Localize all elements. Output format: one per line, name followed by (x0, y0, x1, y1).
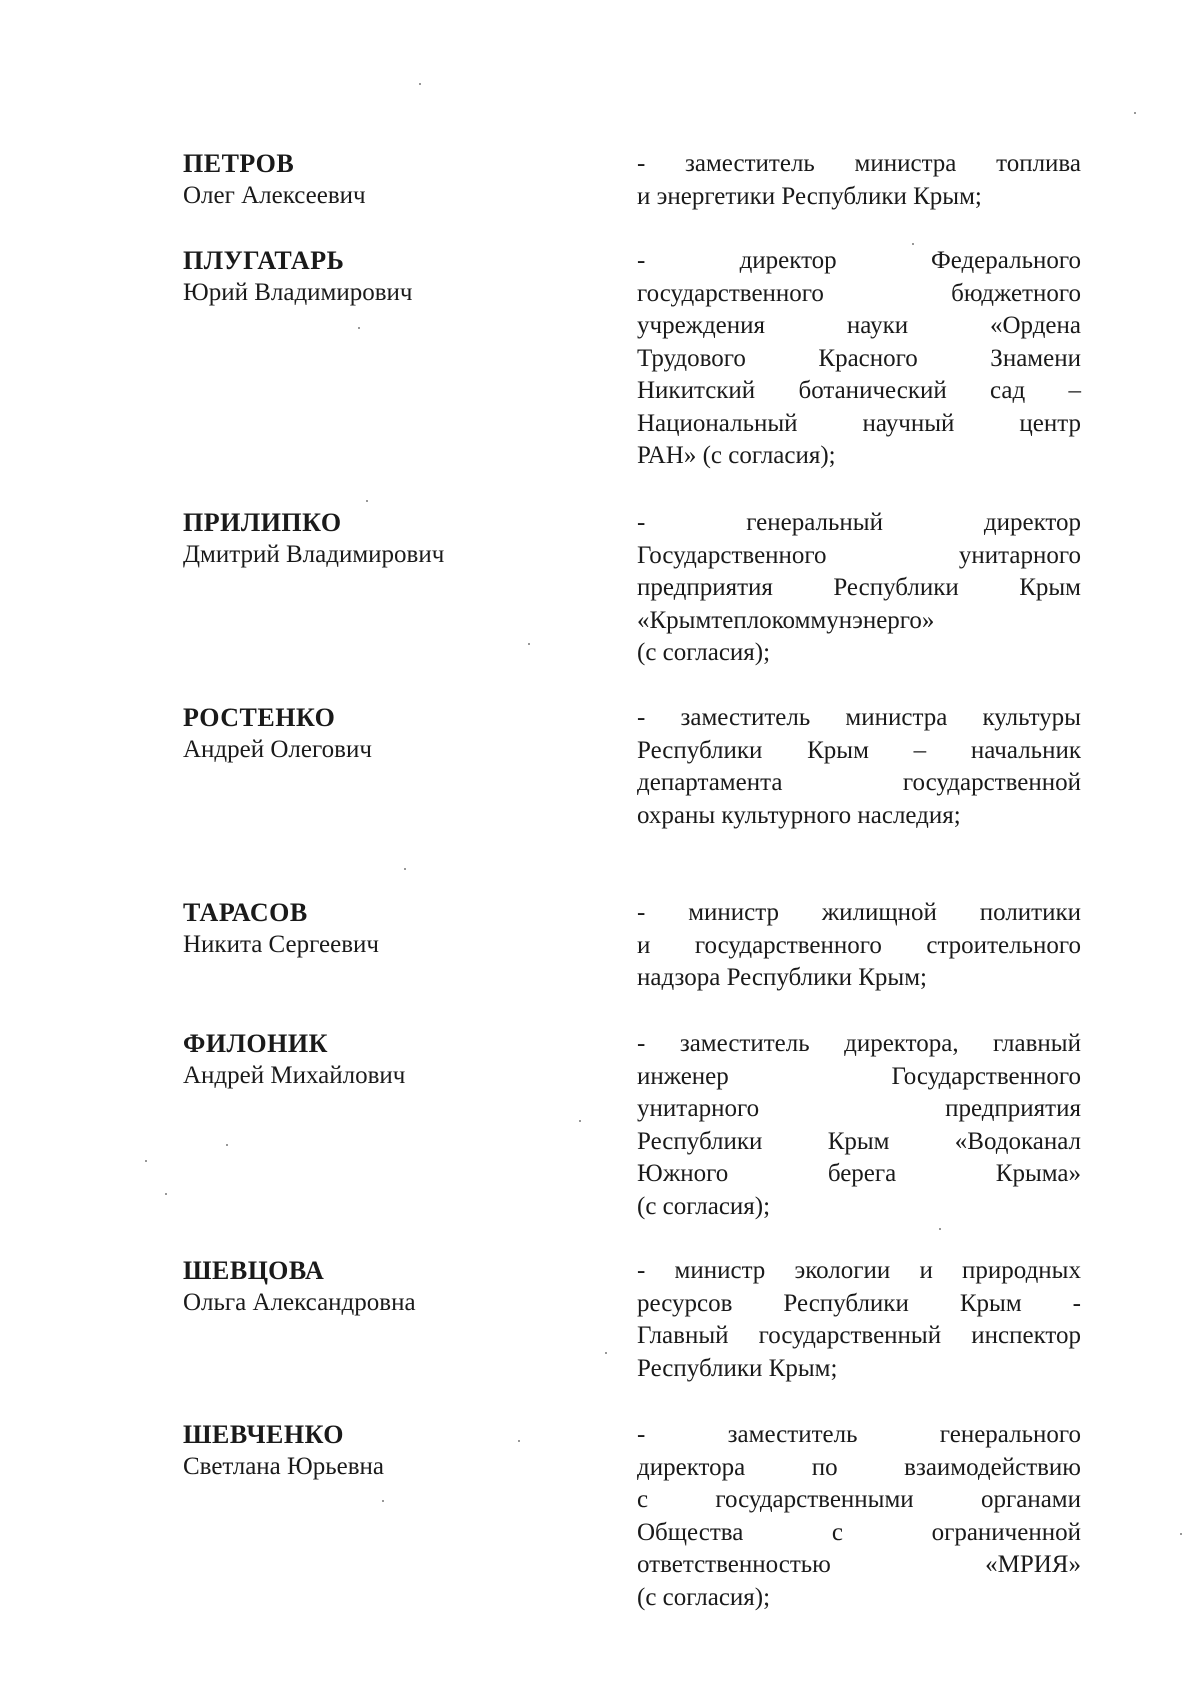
role-word: - (637, 704, 646, 731)
role-line (637, 1484, 1081, 1517)
role-line: и энергетики Республики Крым; (637, 182, 982, 210)
role-word: Республики (783, 1289, 909, 1317)
member-given-names: Никита Сергеевич (183, 931, 379, 958)
role-word: заместитель (680, 704, 811, 731)
role-word: Государственного (637, 541, 827, 569)
role-line: (с согласия); (637, 1192, 771, 1220)
role-word: министр (674, 1257, 766, 1284)
role-line (637, 572, 1081, 605)
role-word: берега (827, 1160, 897, 1187)
role-word: Главный (637, 1322, 729, 1349)
role-line (637, 1288, 1081, 1321)
role-word: генерального (939, 1421, 1081, 1448)
scan-speck (145, 1160, 147, 1162)
role-word: главный (993, 1030, 1081, 1057)
role-line (637, 1061, 1081, 1094)
role-line (637, 278, 1081, 311)
role-word: государственными (715, 1486, 914, 1513)
member-name (183, 148, 603, 212)
member-surname: ШЕВЧЕНКО (183, 1420, 345, 1449)
role-word: ответственностью (637, 1551, 831, 1578)
role-line (637, 897, 1081, 930)
scan-speck (1134, 112, 1136, 114)
role-word: Крым (807, 736, 869, 764)
member-name (183, 1028, 603, 1092)
role-line (637, 1419, 1081, 1452)
role-line (637, 1093, 1081, 1126)
role-word: бюджетного (951, 279, 1081, 307)
role-word: центр (1019, 409, 1081, 437)
role-line (637, 1028, 1081, 1061)
role-word: топлива (996, 150, 1081, 177)
member-name (183, 1419, 603, 1483)
role-word: унитарного (958, 541, 1081, 569)
scan-speck (404, 868, 406, 870)
member-role (637, 1419, 1081, 1614)
role-word: Знамени (990, 344, 1081, 372)
role-line (637, 343, 1081, 376)
role-word: экологии (794, 1257, 891, 1284)
role-word: культуры (982, 704, 1081, 731)
role-line: (с согласия); (637, 1583, 771, 1611)
role-line (637, 930, 1081, 963)
role-word: Общества (637, 1518, 744, 1546)
scan-speck (579, 1120, 581, 1122)
role-line: надзора Республики Крым; (637, 964, 927, 991)
role-word: Крым (1019, 574, 1081, 601)
role-line (637, 507, 1081, 540)
role-word: Федерального (930, 247, 1081, 274)
member-role (637, 1255, 1081, 1385)
role-word: инспектор (971, 1322, 1081, 1349)
scan-speck (939, 1228, 941, 1230)
role-word: Республики (637, 736, 763, 764)
member-surname: ПРИЛИПКО (183, 508, 342, 537)
role-word: генеральный (746, 509, 883, 536)
role-line (637, 245, 1081, 278)
member-surname: ФИЛОНИК (183, 1029, 328, 1058)
role-word: политики (979, 899, 1081, 926)
member-name (183, 702, 603, 766)
role-word: министра (854, 150, 957, 177)
role-word: сад (990, 377, 1026, 404)
role-line (637, 1320, 1081, 1353)
member-given-names: Светлана Юрьевна (183, 1453, 385, 1480)
role-line (637, 375, 1081, 408)
role-line (637, 702, 1081, 735)
role-word: - (1072, 1289, 1081, 1317)
role-word: «Водоканал (954, 1127, 1081, 1155)
role-word: органами (980, 1486, 1081, 1513)
role-word: ботанический (798, 377, 947, 404)
member-surname: ТАРАСОВ (183, 898, 308, 927)
role-word: – (1068, 377, 1081, 404)
scan-speck (226, 1144, 228, 1146)
role-line: Республики Крым; (637, 1354, 838, 1382)
role-word: строительного (926, 931, 1081, 959)
role-word: государственный (758, 1322, 942, 1349)
role-word: - (637, 247, 646, 274)
member-given-names: Андрей Олегович (183, 736, 372, 763)
role-word: Национальный (637, 409, 798, 437)
role-word: инженер (637, 1062, 729, 1090)
role-word: – (913, 736, 927, 764)
member-given-names: Олег Алексеевич (183, 182, 366, 209)
role-word: заместитель (685, 150, 815, 177)
scan-speck (419, 83, 421, 85)
role-word: унитарного (637, 1095, 760, 1122)
role-line (637, 1255, 1081, 1288)
role-word: директора, (844, 1030, 959, 1057)
member-role (637, 897, 1081, 995)
role-line (637, 605, 1081, 638)
role-word: Никитский (637, 377, 756, 404)
role-word: по (811, 1453, 838, 1481)
scan-speck (165, 1193, 167, 1195)
role-line (637, 767, 1081, 800)
member-surname: ПЕТРОВ (183, 149, 295, 178)
role-line (637, 148, 1081, 181)
role-word: директора (637, 1453, 746, 1481)
role-word: Красного (818, 344, 918, 372)
scan-speck (605, 1352, 607, 1354)
role-line (637, 1517, 1081, 1550)
member-role (637, 507, 1081, 670)
member-given-names: Андрей Михайлович (183, 1062, 406, 1089)
role-word: Крым (959, 1289, 1022, 1317)
role-word: директор (983, 509, 1081, 536)
role-word: Республики (637, 1127, 763, 1155)
role-word: заместитель (727, 1421, 858, 1448)
role-word: министра (845, 704, 948, 731)
scan-speck (1180, 1533, 1182, 1535)
member-name (183, 1255, 603, 1319)
member-name (183, 897, 603, 961)
role-word: - (637, 1421, 646, 1448)
role-line (637, 408, 1081, 441)
role-word: - (637, 899, 646, 926)
role-word: государственной (902, 769, 1081, 796)
role-word: жилищной (821, 899, 937, 926)
scan-speck (912, 243, 914, 245)
role-word: - (637, 509, 646, 536)
role-word: начальник (970, 736, 1081, 764)
role-word: «Ордена (989, 312, 1081, 339)
role-word: государственного (694, 931, 882, 959)
member-role (637, 245, 1081, 473)
role-line (637, 310, 1081, 343)
role-word: научный (862, 409, 955, 437)
role-word: государственного (637, 279, 824, 307)
member-role (637, 148, 1081, 213)
role-word: Республики (833, 574, 959, 601)
role-line (637, 540, 1081, 573)
role-word: взаимодействию (904, 1453, 1081, 1481)
role-word: предприятия (637, 574, 773, 601)
role-line: (с согласия); (637, 639, 771, 666)
member-name (183, 507, 603, 571)
role-word: - (637, 150, 646, 177)
member-surname: РОСТЕНКО (183, 703, 336, 732)
role-word: Государственного (891, 1062, 1081, 1090)
member-role (637, 1028, 1081, 1223)
role-word: и (637, 931, 651, 959)
role-word: природных (962, 1257, 1081, 1284)
role-line: охраны культурного наследия; (637, 801, 961, 829)
member-name (183, 245, 603, 309)
role-line: РАН» (с согласия); (637, 442, 836, 469)
member-given-names: Юрий Владимирович (183, 279, 413, 306)
member-surname: ПЛУГАТАРЬ (183, 246, 345, 275)
scan-speck (382, 1500, 384, 1502)
role-line (637, 1126, 1081, 1159)
role-line (637, 735, 1081, 768)
member-given-names: Дмитрий Владимирович (183, 541, 445, 568)
scan-speck (528, 643, 530, 645)
role-word: предприятия (945, 1095, 1081, 1122)
role-word: Крым (827, 1127, 890, 1155)
role-word: с (831, 1518, 844, 1546)
role-word: и (919, 1257, 933, 1284)
role-word: «Крымтеплокоммунэнерго» (637, 606, 935, 634)
role-word: Южного (637, 1160, 729, 1187)
role-line (637, 1158, 1081, 1191)
role-word: ограниченной (931, 1518, 1081, 1546)
role-word: Трудового (637, 344, 746, 372)
role-word: Крыма» (995, 1160, 1081, 1187)
role-word: департамента (637, 769, 783, 796)
member-given-names: Ольга Александровна (183, 1289, 416, 1316)
role-word: учреждения (637, 312, 766, 339)
scan-speck (358, 327, 360, 329)
role-word: науки (846, 312, 909, 339)
role-word: заместитель (679, 1030, 810, 1057)
role-word: директор (739, 247, 837, 274)
scan-speck (518, 1440, 520, 1442)
role-word: «МРИЯ» (985, 1551, 1081, 1578)
role-word: ресурсов (637, 1289, 733, 1317)
member-surname: ШЕВЦОВА (183, 1256, 325, 1285)
role-word: - (637, 1030, 646, 1057)
role-word: с (637, 1486, 649, 1513)
role-line (637, 1549, 1081, 1582)
role-word: министр (688, 899, 779, 926)
member-role (637, 702, 1081, 832)
role-word: - (637, 1257, 646, 1284)
role-line (637, 1452, 1081, 1485)
scan-speck (366, 500, 368, 502)
